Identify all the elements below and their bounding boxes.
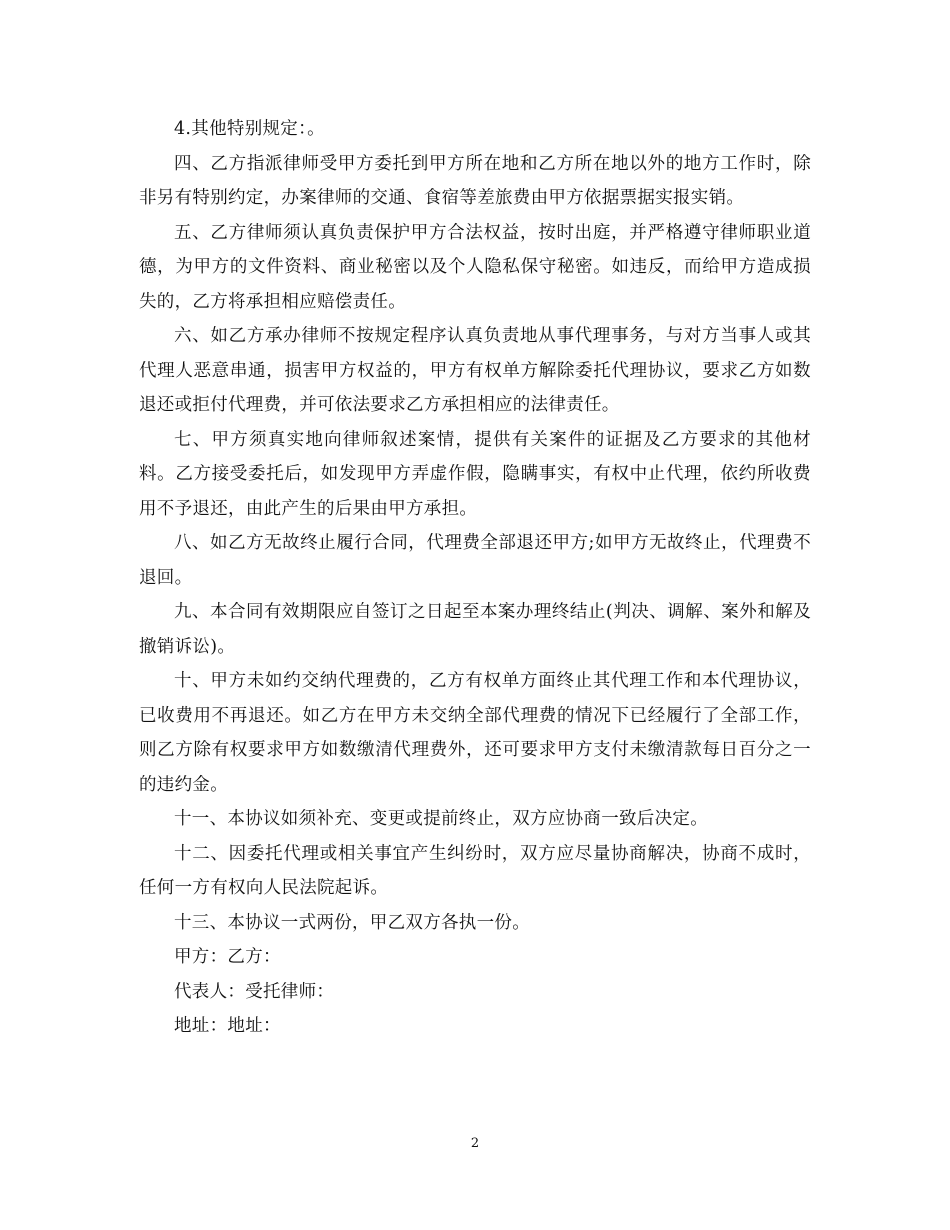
clause-confidentiality: 五、乙方律师须认真负责保护甲方合法权益，按时出庭，并严格遵守律师职业道德，为甲方的文件资料、商业秘密以及个人隐私保守秘密。如违反，而给甲方造成损失的，乙方将承担相应赔偿责任。	[139, 222, 811, 312]
clause-dispute-resolution: 十二、因委托代理或相关事宜产生纠纷时，双方应尽量协商解决，协商不成时，任何一方有权向人民法院起诉。	[139, 843, 811, 898]
page-number: 2	[470, 1136, 480, 1151]
clause-travel-expenses: 四、乙方指派律师受甲方委托到甲方所在地和乙方所在地以外的地方工作时，除非另有特别约定，办案律师的交通、食宿等差旅费由甲方依据票据实报实销。	[139, 153, 811, 208]
document-body	[139, 112, 811, 1044]
signature-parties: 甲方：乙方：	[174, 947, 281, 967]
clause-4-other-provisions: 4.其他特别规定：。	[174, 119, 325, 139]
clause-validity-period: 九、本合同有效期限应自签订之日起至本案办理终结止(判决、调解、案外和解及撤销诉讼)。	[139, 602, 811, 657]
clause-lawyer-misconduct: 六、如乙方承办律师不按规定程序认真负责地从事代理事务，与对方当事人或其代理人恶意串通，损害甲方权益的，甲方有权单方解除委托代理协议，要求乙方如数退还或拒付代理费，并可依法要求乙方承担相应的法律责任。	[139, 326, 811, 415]
signature-representatives: 代表人：受托律师：	[174, 981, 335, 1002]
clause-amendment: 十一、本协议如须补充、变更或提前终止，双方应协商一致后决定。	[174, 809, 708, 829]
clause-client-truthfulness: 七、甲方须真实地向律师叙述案情，提供有关案件的证据及乙方要求的其他材料。乙方接受委托后，如发现甲方弄虚作假，隐瞒事实，有权中止代理，依约所收费用不予退还，由此产生的后果由甲方承担。	[139, 429, 811, 519]
clause-termination-refund: 八、如乙方无故终止履行合同，代理费全部退还甲方;如甲方无故终止，代理费不退回。	[139, 533, 811, 588]
signature-addresses: 地址：地址：	[174, 1016, 281, 1036]
clause-copies: 十三、本协议一式两份，甲乙双方各执一份。	[174, 912, 530, 933]
clause-unpaid-fees: 十、甲方未如约交纳代理费的，乙方有权单方面终止其代理工作和本代理协议，已收费用不再退还。如乙方在甲方未交纳全部代理费的情况下已经履行了全部工作，则乙方除有权要求甲方如数缴清代理费外，还可要求甲方支付未缴清款每日百分之一的违约金。	[139, 671, 811, 795]
